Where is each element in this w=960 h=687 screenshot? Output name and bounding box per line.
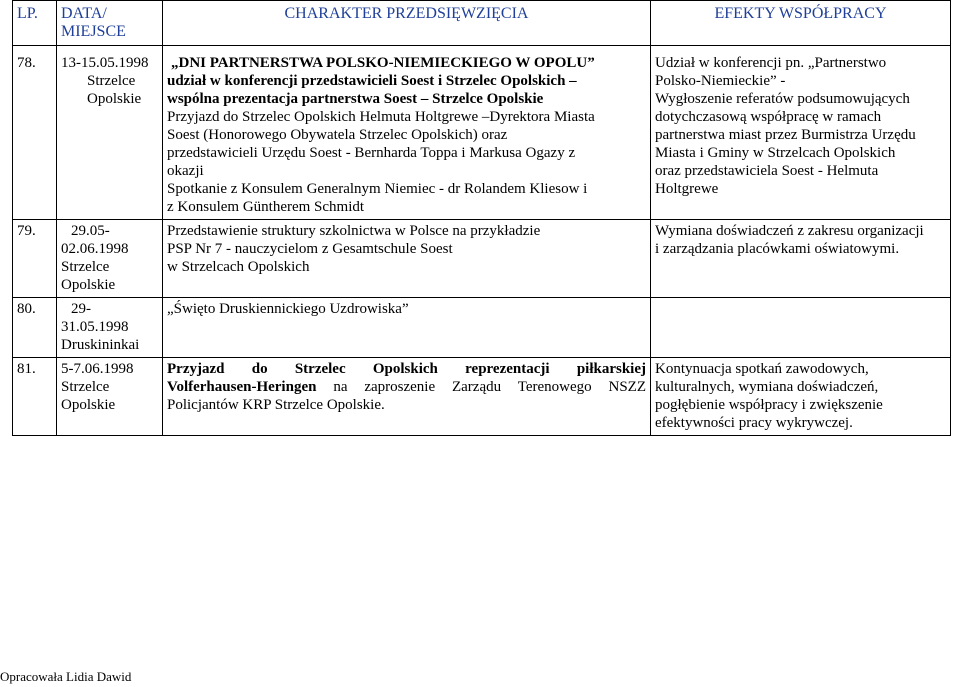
header-effects: EFEKTY WSPÓŁPRACY — [651, 1, 951, 46]
row-date: 13-15.05.1998 — [61, 55, 149, 71]
header-character: CHARAKTER PRZEDSIĘWZIĘCIA — [163, 1, 651, 46]
header-date-place: DATA/ MIEJSCE — [57, 1, 163, 46]
row-date: 5-7.06.1998 — [61, 361, 134, 377]
footer-author: Opracowała Lidia Dawid — [0, 669, 132, 684]
row-place: Strzelce — [61, 259, 110, 275]
row-description: Przyjazd do Strzelec Opolskich reprezentacji piłkarskiej Volferhausen-Heringen na zaproszenie Zarządu Terenowego NSZZ Policjantów KRP Strzelce Opolskie. — [163, 358, 651, 436]
row-date-place: 13-15.05.1998 Strzelce Opolskie — [57, 46, 163, 220]
row-effects: Udział w konferencji pn. „Partnerstwo Polsko-Niemieckie” - Wygłoszenie referatów podsumowujących dotychczasową współpracę w ramach partnerstwa miast przez Burmistrza Urzędu Miasta i Gminy w Strzelcach Opolskich oraz przedstawiciela Soest - Helmuta Holtgrewe — [651, 46, 951, 220]
row-date: 29- — [71, 301, 91, 317]
row-description: Przedstawienie struktury szkolnictwa w Polsce na przykładzie PSP Nr 7 - nauczycielom z Gesamtschule Soest w Strzelcach Opolskich — [163, 220, 651, 298]
row-effects — [651, 298, 951, 358]
row-number: 78. — [13, 46, 57, 220]
row-place: Strzelce — [61, 379, 110, 395]
table-header-row — [13, 1, 951, 46]
header-lp: LP. — [13, 1, 57, 46]
row-effects: Wymiana doświadczeń z zakresu organizacji i zarządzania placówkami oświatowymi. — [651, 220, 951, 298]
event-title: „DNI PARTNERSTWA POLSKO-NIEMIECKIEGO W OPOLU” — [171, 55, 595, 71]
row-description: „Święto Druskiennickiego Uzdrowiska” — [163, 298, 651, 358]
row-date: 29.05- — [71, 223, 110, 239]
row-effects: Kontynuacja spotkań zawodowych, kulturalnych, wymiana doświadczeń, pogłębienie współpracy i zwiększenie efektywności pracy wykrywczej. — [651, 358, 951, 436]
row-number: 79. — [13, 220, 57, 298]
row-place: Strzelce — [87, 73, 136, 89]
events-table — [12, 0, 951, 436]
table-row — [13, 358, 951, 436]
row-place: Druskininkai — [61, 337, 140, 353]
row-date-place: 5-7.06.1998 Strzelce Opolskie — [57, 358, 163, 436]
table-row — [13, 220, 951, 298]
row-date-place: 29.05- 02.06.1998 Strzelce Opolskie — [57, 220, 163, 298]
table-row — [13, 298, 951, 358]
row-number: 80. — [13, 298, 57, 358]
row-date-place: 29- 31.05.1998 Druskininkai — [57, 298, 163, 358]
row-description: „DNI PARTNERSTWA POLSKO-NIEMIECKIEGO W OPOLU” udział w konferencji przedstawicieli Soest i Strzelec Opolskich – wspólna prezentacja partnerstwa Soest – Strzelce Opolskie Przyjazd do Strzelec Opolskich Helmuta Holtgrewe –Dyrektora Miasta Soest (Honorowego Obywatela Strzelec Opolskich) oraz przedstawicieli Urzędu Soest - Bernharda Toppa i Markusa Ogazy z okazji Spotkanie z Konsulem Generalnym Niemiec - dr Rolandem Kliesow i z Konsulem Güntherem Schmidt — [163, 46, 651, 220]
row-number: 81. — [13, 358, 57, 436]
table-row — [13, 46, 951, 220]
